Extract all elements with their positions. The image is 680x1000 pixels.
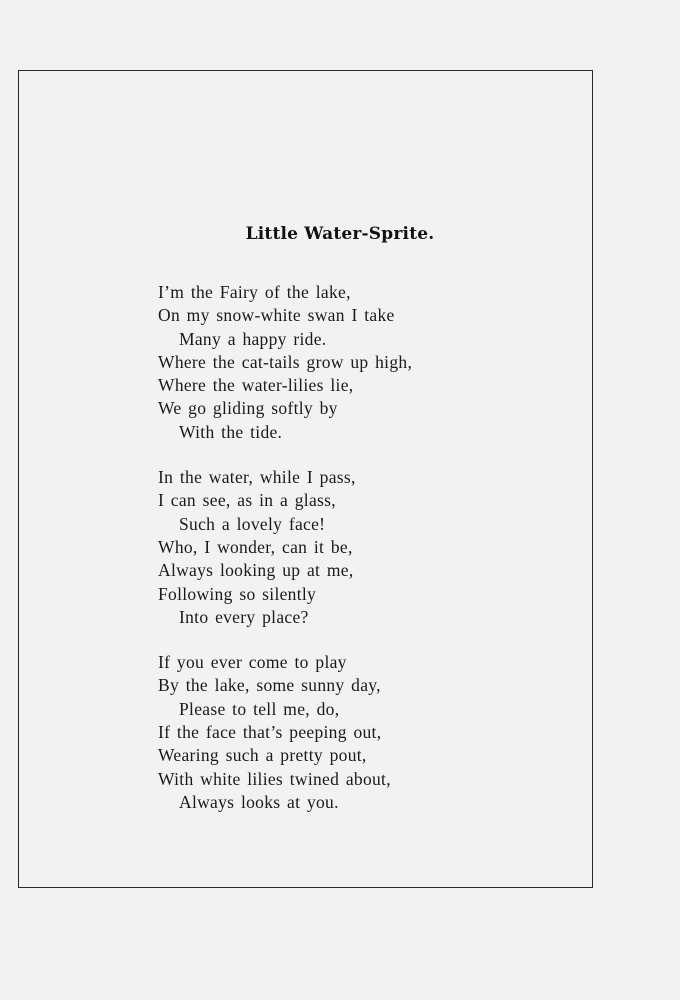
poem-line: If you ever come to play bbox=[158, 652, 347, 673]
poem-line: Into every place? bbox=[179, 606, 309, 627]
poem-line: By the lake, some sunny day, bbox=[158, 675, 381, 696]
poem-line: We go gliding softly by bbox=[158, 398, 338, 419]
poem-line: I’m the Fairy of the lake, bbox=[158, 282, 351, 302]
poem-line: Always looking up at me, bbox=[158, 560, 354, 581]
stanza-3 bbox=[158, 651, 412, 814]
poem-line: Many a happy ride. bbox=[179, 328, 327, 349]
stanza-2 bbox=[158, 466, 412, 629]
poem-line: Always looks at you. bbox=[179, 791, 339, 812]
poem-line: Who, I wonder, can it be, bbox=[158, 536, 353, 557]
poem-line: Where the cat-tails grow up high, bbox=[158, 351, 413, 372]
poem-body bbox=[158, 281, 412, 836]
poem-line: With the tide. bbox=[179, 421, 283, 442]
poem-line: With white lilies twined about, bbox=[158, 768, 391, 789]
poem-line: In the water, while I pass, bbox=[158, 467, 356, 488]
poem-line: Please to tell me, do, bbox=[179, 698, 340, 719]
poem-title: Little Water-Sprite. bbox=[245, 224, 435, 244]
poem-line: Where the water-lilies lie, bbox=[158, 375, 354, 396]
poem-line: Such a lovely face! bbox=[179, 513, 326, 534]
poem-line: Following so silently bbox=[158, 583, 317, 604]
poem-line: I can see, as in a glass, bbox=[158, 490, 336, 511]
poem-line: Wearing such a pretty pout, bbox=[158, 745, 367, 766]
stanza-1 bbox=[158, 281, 412, 444]
poem-line: If the face that’s peeping out, bbox=[158, 722, 382, 743]
poem-line: On my snow-white swan I take bbox=[158, 305, 395, 326]
